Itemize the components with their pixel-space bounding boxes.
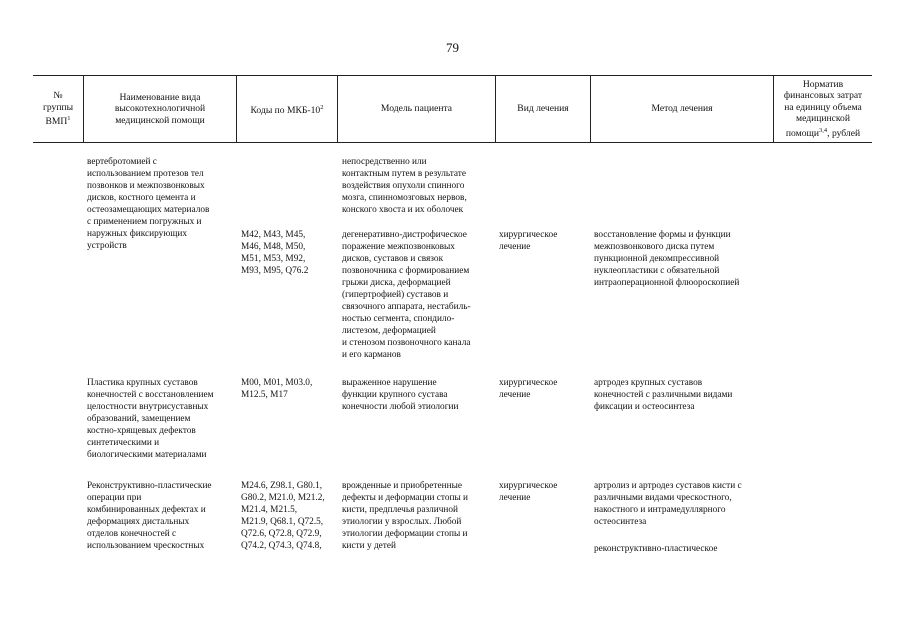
table-cell-patient-model: врожденные и приобретенные дефекты и деформации стопы и кисти, предплечья различной этиологии у взрослых. Любой этиологии деформации стопы и кисти у детей [342, 481, 469, 551]
header-patient-model [338, 76, 495, 142]
header-treatment-type-text: Вид лечения [517, 103, 569, 115]
footnote-mark: 1 [67, 115, 71, 123]
header-cost-standard-text: Норматив финансовых затрат на единицу объема медицинской помощи [783, 78, 863, 139]
footnote-mark: 3,4 [819, 126, 828, 134]
header-group-number [33, 76, 83, 142]
header-icd-codes [237, 76, 337, 142]
header-treatment-type [496, 76, 590, 142]
page-number: 79 [446, 40, 459, 55]
header-treatment-method-text: Метод лечения [651, 103, 713, 115]
table-cell-icd-codes: M42, M43, M45, M46, M48, M50, M51, M53, M92, M93, M95, Q76.2 [241, 230, 309, 276]
table-cell-treatment-type: хирургическое лечение [499, 378, 558, 400]
header-care-type-name-text: Наименование вида высокотехнологичной медицинской помощи [114, 91, 206, 126]
table-cell-treatment-type: хирургическое лечение [499, 230, 558, 252]
table-cell-treatment-method: артродез крупных суставов конечностей с различными видами фиксации и остеосинтеза [594, 378, 733, 412]
header-treatment-method [591, 76, 773, 142]
table-cell-icd-codes: M24.6, Z98.1, G80.1, G80.2, M21.0, M21.2, M21.4, M21.5, M21.9, Q68.1, Q72.5, Q72.6, Q72.8, Q72.9, Q74.2, Q74.3, Q74.8, [241, 481, 325, 551]
header-cost-standard [774, 76, 872, 142]
header-care-type-name [84, 76, 236, 142]
table-cell-care-name: Реконструктивно-пластические операции при комбинированных дефектах и деформациях дистальных отделов конечностей с использованием чрескостных [87, 481, 212, 551]
header-bottom-border [33, 142, 872, 143]
header-patient-model-text: Модель пациента [380, 103, 453, 115]
table-cell-icd-codes: M00, M01, M03.0, M12.5, M17 [241, 378, 313, 400]
table-cell-treatment-method: артролиз и артродез суставов кисти с различными видами чрескостного, накостного и интрамедуллярного остеосинтеза [594, 481, 742, 527]
table-cell-patient-model: дегенеративно-дистрофическое поражение межпозвонковых дисков, суставов и связок позвоночника с формированием грыжи диска, деформацией (гипертрофией) суставов и связочного аппарата, нестабиль- ностью сегмента, спондило- листезом, деформацией и стенозом позвоночного канала и его карманов [342, 230, 471, 360]
table-cell-patient-model: непосредственно или контактным путем в результате воздействия опухоли спинного мозга, спинномозговых нервов, конского хвоста и их оболочек [342, 157, 467, 215]
table-cell-treatment-method: восстановление формы и функции межпозвонкового диска путем пункционной декомпрессивной нуклеопластики с обязательной интраоперационной флюороскопией [594, 230, 740, 288]
table-cell-treatment-type: хирургическое лечение [499, 481, 558, 503]
table-cell-care-name: Пластика крупных суставов конечностей с восстановлением целостности внутрисуставных образований, замещением костно-хрящевых дефектов синтетическими и биологическими материалами [87, 378, 214, 460]
footnote-mark: 2 [320, 103, 324, 111]
header-cost-standard-unit: , рублей [827, 127, 861, 139]
table-cell-treatment-method: реконструктивно-пластическое [594, 544, 718, 554]
header-icd-codes-text: Коды по МКБ-10 [250, 104, 321, 116]
table-cell-patient-model: выраженное нарушение функции крупного сустава конечности любой этиологии [342, 378, 459, 412]
table-cell-care-name: вертебротомией с использованием протезов тел позвонков и межпозвонковых дисков, костного цемента и остеозамещающих материалов с применением погружных и наружных фиксирующих устройств [87, 157, 210, 251]
header-group-number-text: № группы ВМП [42, 90, 74, 128]
